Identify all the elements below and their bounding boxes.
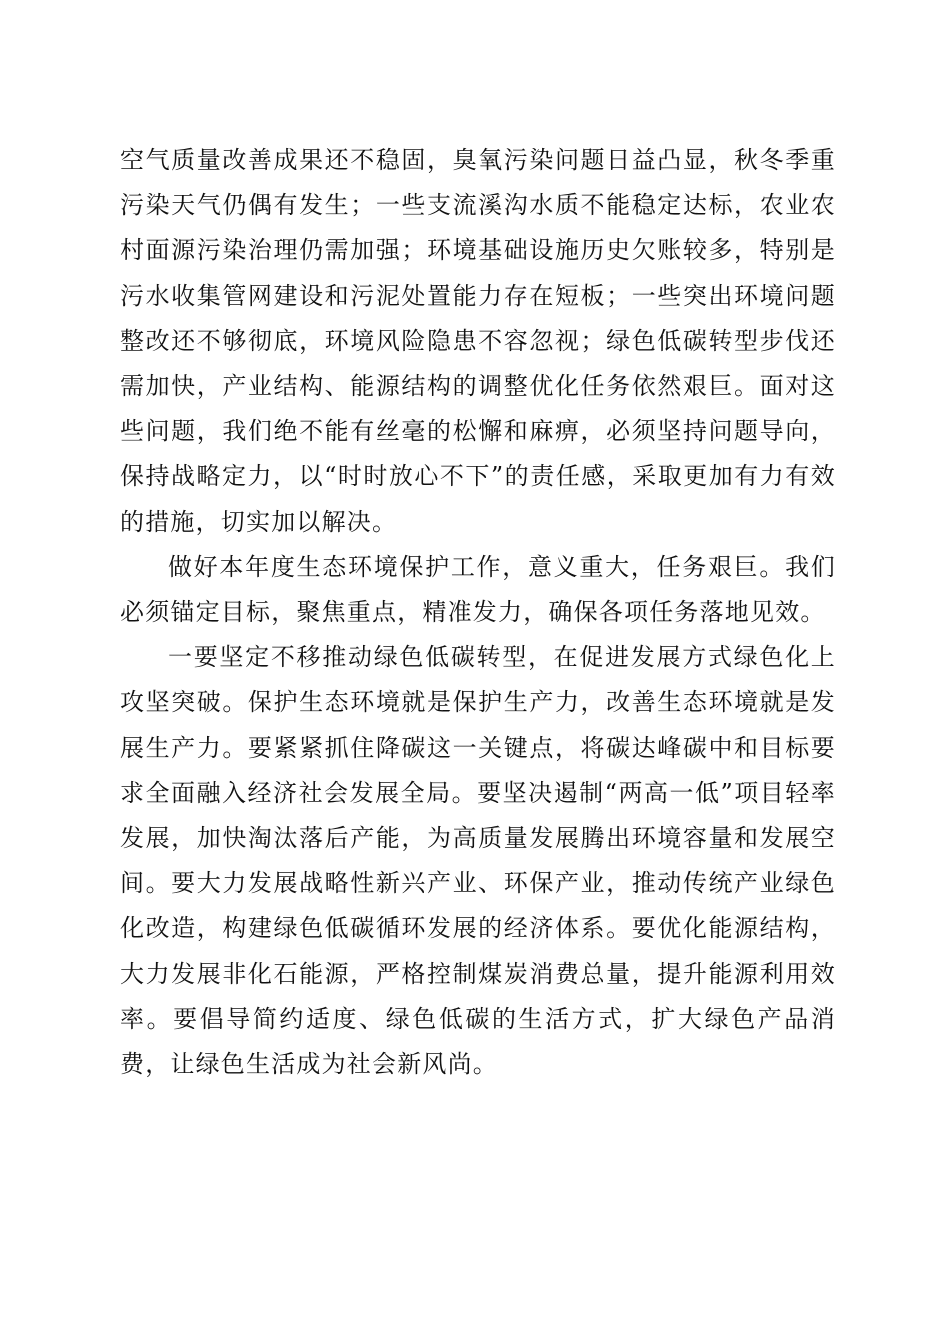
document-page	[120, 138, 836, 1087]
paragraph-problems: 空气质量改善成果还不稳固，臭氧污染问题日益凸显，秋冬季重污染天气仍偶有发生；一些支流溪沟水质不能稳定达标，农业农村面源污染治理仍需加强；环境基础设施历史欠账较多，特别是污水收集管网建设和污泥处置能力存在短板；一些突出环境问题整改还不够彻底，环境风险隐患不容忽视；绿色低碳转型步伐还需加快，产业结构、能源结构的调整优化任务依然艰巨。面对这些问题，我们绝不能有丝毫的松懈和麻痹，必须坚持问题导向，保持战略定力，以“时时放心不下”的责任感，采取更加有力有效的措施，切实加以解决。	[120, 146, 836, 536]
paragraph-annual-work: 做好本年度生态环境保护工作，意义重大，任务艰巨。我们必须锚定目标，聚焦重点，精准发力，确保各项任务落地见效。	[120, 552, 836, 627]
paragraph-green-transition: 一要坚定不移推动绿色低碳转型，在促进发展方式绿色化上攻坚突破。保护生态环境就是保护生产力，改善生态环境就是发展生产力。要紧紧抓住降碳这一关键点，将碳达峰碳中和目标要求全面融入经济社会发展全局。要坚决遏制“两高一低”项目轻率发展，加快淘汰落后产能，为高质量发展腾出环境容量和发展空间。要大力发展战略性新兴产业、环保产业，推动传统产业绿色化改造，构建绿色低碳循环发展的经济体系。要优化能源结构，大力发展非化石能源，严格控制煤炭消费总量，提升能源利用效率。要倡导简约适度、绿色低碳的生活方式，扩大绿色产品消费，让绿色生活成为社会新风尚。	[120, 643, 836, 1079]
